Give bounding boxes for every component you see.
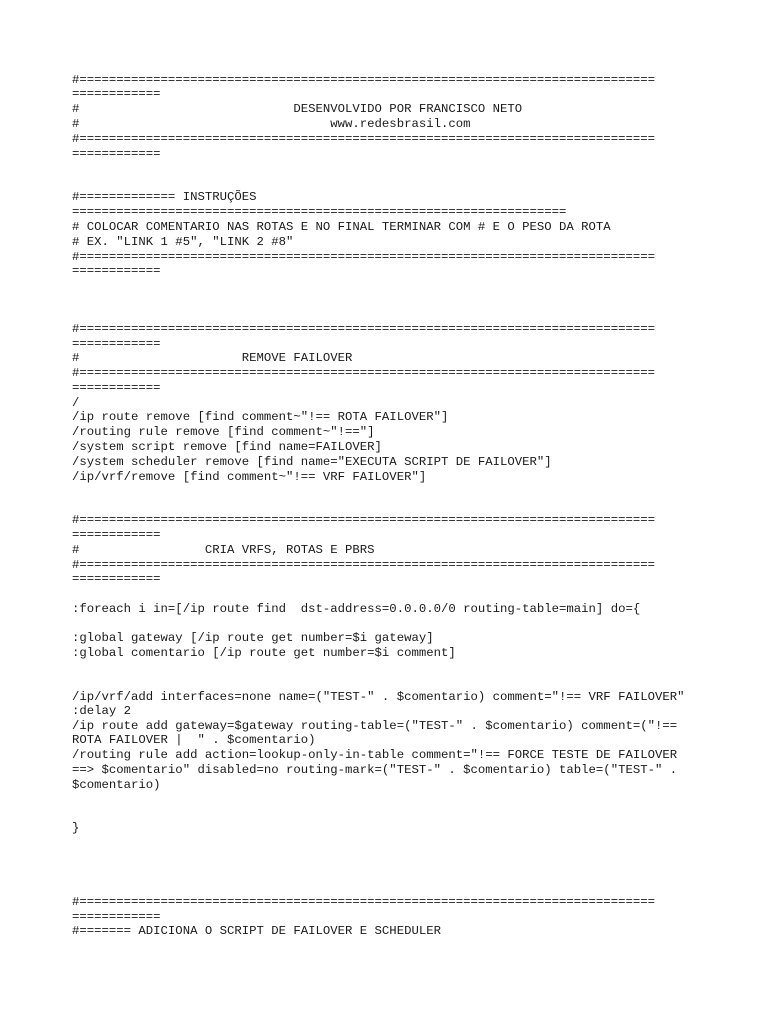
website-line: # www.redesbrasil.com bbox=[72, 117, 471, 131]
adiciona-rule-top-wrap: ============ bbox=[72, 910, 161, 924]
instrucoes-heading: #============= INSTRUÇÕES bbox=[72, 190, 257, 204]
code-line: /ip route remove [find comment~"!== ROTA FAILOVER"] bbox=[72, 410, 449, 424]
cria-rule-bottom: #============================================================================== bbox=[72, 558, 655, 572]
code-line: ==> $comentario" disabled=no routing-mark=("TEST-" . $comentario) table=("TEST-" . bbox=[72, 763, 678, 777]
author-line: # DESENVOLVIDO POR FRANCISCO NETO bbox=[72, 102, 523, 116]
code-line: / bbox=[72, 396, 80, 410]
cria-vrfs-heading: # CRIA VRFS, ROTAS E PBRS bbox=[72, 543, 375, 557]
code-line: /ip route add gateway=$gateway routing-table=("TEST-" . $comentario) comment=("!== bbox=[72, 719, 678, 733]
adiciona-script-heading: #======= ADICIONA O SCRIPT DE FAILOVER E SCHEDULER bbox=[72, 924, 441, 938]
remove-rule-top: #============================================================================== bbox=[72, 322, 655, 336]
code-line: /routing rule add action=lookup-only-in-table comment="!== FORCE TESTE DE FAILOVER bbox=[72, 748, 678, 762]
closing-brace: } bbox=[72, 821, 80, 835]
cria-rule-top: #============================================================================== bbox=[72, 513, 655, 527]
code-line: /ip/vrf/remove [find comment~"!== VRF FAILOVER"] bbox=[72, 470, 427, 484]
instrucoes-line-2: # EX. "LINK 1 #5", "LINK 2 #8" bbox=[72, 235, 294, 249]
instrucoes-rule-end: #============================================================================== bbox=[72, 250, 655, 264]
instrucoes-line-1: # COLOCAR COMENTARIO NAS ROTAS E NO FINAL TERMINAR COM # E O PESO DA ROTA bbox=[72, 220, 611, 234]
remove-rule-bottom: #============================================================================== bbox=[72, 366, 655, 380]
foreach-line: :foreach i in=[/ip route find dst-address=0.0.0.0/0 routing-table=main] do={ bbox=[72, 602, 641, 616]
instrucoes-rule: =================================================================== bbox=[72, 205, 567, 219]
remove-rule-bottom-wrap: ============ bbox=[72, 381, 161, 395]
header-rule-bottom-wrap: ============ bbox=[72, 147, 161, 161]
adiciona-rule-top: #============================================================================== bbox=[72, 895, 655, 909]
remove-rule-top-wrap: ============ bbox=[72, 337, 161, 351]
code-line: /ip/vrf/add interfaces=none name=("TEST-" . $comentario) comment="!== VRF FAILOVER" bbox=[72, 690, 685, 704]
code-line: /system scheduler remove [find name="EXECUTA SCRIPT DE FAILOVER"] bbox=[72, 455, 552, 469]
code-line: $comentario) bbox=[72, 778, 161, 792]
header-rule-top-wrap: ============ bbox=[72, 87, 161, 101]
header-rule-top: #============================================================================== bbox=[72, 73, 655, 87]
remove-failover-heading: # REMOVE FAILOVER bbox=[72, 351, 353, 365]
cria-rule-bottom-wrap: ============ bbox=[72, 572, 161, 586]
global-comentario-line: :global comentario [/ip route get number=$i comment] bbox=[72, 646, 456, 660]
code-line: /routing rule remove [find comment~"!=="] bbox=[72, 425, 375, 439]
code-line: :delay 2 bbox=[72, 704, 132, 718]
cria-rule-top-wrap: ============ bbox=[72, 528, 161, 542]
header-rule-bottom: #============================================================================== bbox=[72, 132, 655, 146]
global-gateway-line: :global gateway [/ip route get number=$i gateway] bbox=[72, 631, 434, 645]
code-line: /system script remove [find name=FAILOVER] bbox=[72, 440, 382, 454]
instrucoes-rule-end-wrap: ============ bbox=[72, 264, 161, 278]
code-line: ROTA FAILOVER | " . $comentario) bbox=[72, 733, 316, 747]
